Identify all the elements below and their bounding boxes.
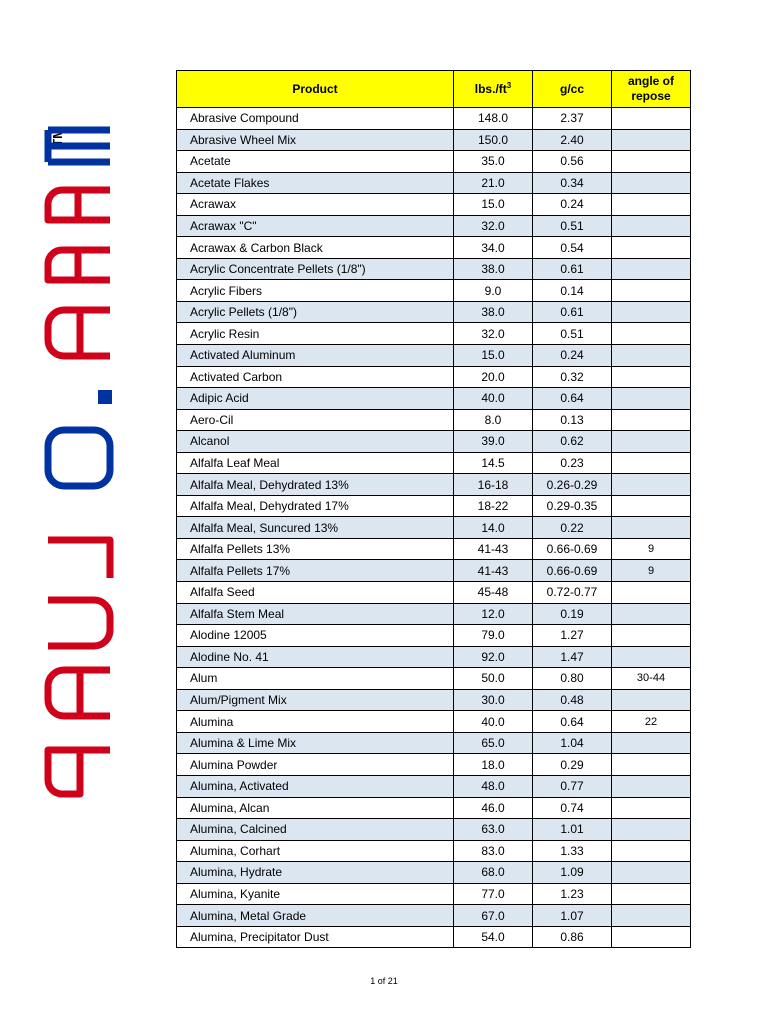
cell-g-per-cc: 1.04 [533,732,612,754]
cell-angle-of-repose [612,797,691,819]
cell-angle-of-repose [612,582,691,604]
cell-lbs-per-cubic-foot: 32.0 [454,215,533,237]
logo-dot [98,390,112,404]
cell-product: Alumina, Hydrate [177,862,454,884]
table-row [177,495,691,517]
cell-product: Alfalfa Pellets 17% [177,560,454,582]
table-row [177,775,691,797]
cell-angle-of-repose [612,237,691,259]
cell-angle-of-repose [612,732,691,754]
table-row [177,646,691,668]
cell-g-per-cc: 0.51 [533,323,612,345]
table-row [177,538,691,560]
table-row [177,689,691,711]
table-row [177,732,691,754]
cell-angle-of-repose [612,345,691,367]
cell-product: Alfalfa Meal, Dehydrated 13% [177,474,454,496]
table-row [177,108,691,130]
cell-g-per-cc: 0.13 [533,409,612,431]
cell-g-per-cc: 0.29-0.35 [533,495,612,517]
cell-g-per-cc: 0.64 [533,711,612,733]
trademark-mark: TM [50,128,65,147]
cell-product: Acrawax & Carbon Black [177,237,454,259]
cell-angle-of-repose [612,883,691,905]
cell-g-per-cc: 0.51 [533,215,612,237]
cell-product: Alumina, Calcined [177,819,454,841]
cell-g-per-cc: 1.09 [533,862,612,884]
cell-lbs-per-cubic-foot: 39.0 [454,431,533,453]
table-row [177,560,691,582]
cell-lbs-per-cubic-foot: 20.0 [454,366,533,388]
cell-lbs-per-cubic-foot: 40.0 [454,711,533,733]
cell-lbs-per-cubic-foot: 14.5 [454,452,533,474]
cell-lbs-per-cubic-foot: 40.0 [454,388,533,410]
cell-product: Acetate Flakes [177,172,454,194]
cell-lbs-per-cubic-foot: 83.0 [454,840,533,862]
table-row [177,926,691,948]
table-row [177,129,691,151]
cell-angle-of-repose [612,431,691,453]
cell-lbs-per-cubic-foot: 8.0 [454,409,533,431]
cell-g-per-cc: 1.27 [533,625,612,647]
cell-angle-of-repose [612,495,691,517]
cell-g-per-cc: 1.33 [533,840,612,862]
cell-lbs-per-cubic-foot: 63.0 [454,819,533,841]
table-row [177,215,691,237]
cell-g-per-cc: 0.26-0.29 [533,474,612,496]
cell-product: Alumina, Kyanite [177,883,454,905]
cell-product: Alfalfa Seed [177,582,454,604]
cell-angle-of-repose [612,754,691,776]
cell-angle-of-repose [612,452,691,474]
cell-angle-of-repose [612,474,691,496]
cell-product: Acrawax "C" [177,215,454,237]
table-row [177,862,691,884]
table-row [177,840,691,862]
cell-lbs-per-cubic-foot: 54.0 [454,926,533,948]
cell-angle-of-repose [612,625,691,647]
cell-angle-of-repose [612,172,691,194]
cell-angle-of-repose [612,151,691,173]
table-row [177,625,691,647]
cell-product: Alum/Pigment Mix [177,689,454,711]
cell-g-per-cc: 0.24 [533,194,612,216]
table-row [177,366,691,388]
cell-angle-of-repose: 30-44 [612,668,691,690]
table-row [177,711,691,733]
cell-lbs-per-cubic-foot: 68.0 [454,862,533,884]
cell-lbs-per-cubic-foot: 41-43 [454,538,533,560]
cell-product: Acrawax [177,194,454,216]
cell-lbs-per-cubic-foot: 46.0 [454,797,533,819]
cell-product: Alumina Powder [177,754,454,776]
cell-product: Alfalfa Meal, Dehydrated 17% [177,495,454,517]
cell-lbs-per-cubic-foot: 65.0 [454,732,533,754]
cell-lbs-per-cubic-foot: 16-18 [454,474,533,496]
cell-g-per-cc: 0.61 [533,258,612,280]
cell-product: Acrylic Concentrate Pellets (1/8") [177,258,454,280]
cell-product: Abrasive Wheel Mix [177,129,454,151]
cell-g-per-cc: 1.23 [533,883,612,905]
page-number: 1 of 21 [370,976,398,986]
cell-lbs-per-cubic-foot: 12.0 [454,603,533,625]
cell-lbs-per-cubic-foot: 30.0 [454,689,533,711]
cell-g-per-cc: 0.62 [533,431,612,453]
cell-lbs-per-cubic-foot: 21.0 [454,172,533,194]
cell-angle-of-repose [612,388,691,410]
cell-angle-of-repose [612,323,691,345]
cell-product: Activated Carbon [177,366,454,388]
cell-product: Alumina, Activated [177,775,454,797]
cell-g-per-cc: 0.86 [533,926,612,948]
table-row [177,280,691,302]
table-row [177,517,691,539]
cell-g-per-cc: 0.61 [533,301,612,323]
table-row [177,151,691,173]
cell-angle-of-repose [612,603,691,625]
cell-lbs-per-cubic-foot: 38.0 [454,258,533,280]
cell-product: Abrasive Compound [177,108,454,130]
cell-g-per-cc: 0.74 [533,797,612,819]
cell-angle-of-repose [612,258,691,280]
cell-lbs-per-cubic-foot: 67.0 [454,905,533,927]
cell-product: Alodine No. 41 [177,646,454,668]
cell-angle-of-repose [612,775,691,797]
cell-angle-of-repose [612,517,691,539]
table-row [177,905,691,927]
cell-g-per-cc: 1.01 [533,819,612,841]
header-g-per-cc: g/cc [533,71,612,108]
cell-lbs-per-cubic-foot: 32.0 [454,323,533,345]
cell-product: Alumina, Metal Grade [177,905,454,927]
cell-angle-of-repose [612,409,691,431]
table-row [177,388,691,410]
cell-g-per-cc: 0.77 [533,775,612,797]
bulk-density-table [176,70,691,948]
cell-lbs-per-cubic-foot: 18-22 [454,495,533,517]
cell-angle-of-repose: 22 [612,711,691,733]
table-row [177,754,691,776]
table-row [177,237,691,259]
cell-g-per-cc: 0.54 [533,237,612,259]
cell-g-per-cc: 0.22 [533,517,612,539]
table-row [177,431,691,453]
cell-lbs-per-cubic-foot: 79.0 [454,625,533,647]
cell-g-per-cc: 0.64 [533,388,612,410]
table-row [177,797,691,819]
cell-angle-of-repose [612,280,691,302]
cell-angle-of-repose [612,689,691,711]
cell-g-per-cc: 0.80 [533,668,612,690]
table-row [177,582,691,604]
cell-product: Alumina, Corhart [177,840,454,862]
cell-g-per-cc: 0.34 [533,172,612,194]
header-lbs-per-cubic-foot: $lbs./ft^3$ [454,71,533,108]
cell-lbs-per-cubic-foot: 148.0 [454,108,533,130]
table-row [177,668,691,690]
cell-product: Aero-Cil [177,409,454,431]
cell-g-per-cc: 0.24 [533,345,612,367]
cell-lbs-per-cubic-foot: 14.0 [454,517,533,539]
header-product: Product [177,71,454,108]
table-row [177,819,691,841]
cell-angle-of-repose [612,366,691,388]
cell-angle-of-repose [612,108,691,130]
cell-g-per-cc: 0.72-0.77 [533,582,612,604]
cell-lbs-per-cubic-foot: 150.0 [454,129,533,151]
cell-g-per-cc: 0.14 [533,280,612,302]
cell-g-per-cc: 0.48 [533,689,612,711]
cell-angle-of-repose [612,646,691,668]
cell-g-per-cc: 1.07 [533,905,612,927]
cell-product: Alfalfa Leaf Meal [177,452,454,474]
cell-product: Alum [177,668,454,690]
cell-product: Alumina [177,711,454,733]
cell-lbs-per-cubic-foot: 92.0 [454,646,533,668]
table-row [177,194,691,216]
cell-g-per-cc: 0.19 [533,603,612,625]
cell-product: Alcanol [177,431,454,453]
cell-g-per-cc: 0.66-0.69 [533,560,612,582]
cell-lbs-per-cubic-foot: 45-48 [454,582,533,604]
cell-product: Alumina & Lime Mix [177,732,454,754]
cell-product: Alfalfa Meal, Suncured 13% [177,517,454,539]
cell-product: Acrylic Resin [177,323,454,345]
cell-product: Alumina, Alcan [177,797,454,819]
table-row [177,172,691,194]
table-row [177,323,691,345]
cell-angle-of-repose: 9 [612,538,691,560]
cell-lbs-per-cubic-foot: 50.0 [454,668,533,690]
paul-o-abbe-logo [40,100,120,922]
cell-lbs-per-cubic-foot: 18.0 [454,754,533,776]
table-row [177,474,691,496]
cell-g-per-cc: 2.40 [533,129,612,151]
cell-lbs-per-cubic-foot: 15.0 [454,345,533,367]
table-row [177,301,691,323]
cell-lbs-per-cubic-foot: 35.0 [454,151,533,173]
cell-g-per-cc: 0.32 [533,366,612,388]
cell-angle-of-repose [612,129,691,151]
cell-angle-of-repose [612,215,691,237]
table-row [177,452,691,474]
cell-g-per-cc: 2.37 [533,108,612,130]
cell-g-per-cc: 0.56 [533,151,612,173]
cell-g-per-cc: 0.66-0.69 [533,538,612,560]
cell-lbs-per-cubic-foot: 77.0 [454,883,533,905]
cell-g-per-cc: 0.29 [533,754,612,776]
cell-product: Adipic Acid [177,388,454,410]
table-row [177,345,691,367]
table-row [177,258,691,280]
cell-lbs-per-cubic-foot: 38.0 [454,301,533,323]
cell-g-per-cc: 1.47 [533,646,612,668]
cell-product: Acrylic Pellets (1/8") [177,301,454,323]
cell-angle-of-repose [612,301,691,323]
cell-lbs-per-cubic-foot: 48.0 [454,775,533,797]
cell-product: Alfalfa Stem Meal [177,603,454,625]
cell-product: Alfalfa Pellets 13% [177,538,454,560]
table-row [177,883,691,905]
cell-g-per-cc: 0.23 [533,452,612,474]
cell-product: Activated Aluminum [177,345,454,367]
header-angle-of-repose: angle of repose [612,71,691,108]
cell-lbs-per-cubic-foot: 15.0 [454,194,533,216]
table-header-row [177,71,691,108]
cell-lbs-per-cubic-foot: 34.0 [454,237,533,259]
cell-angle-of-repose: 9 [612,560,691,582]
cell-lbs-per-cubic-foot: 41-43 [454,560,533,582]
table-row [177,409,691,431]
cell-angle-of-repose [612,862,691,884]
cell-product: Alodine 12005 [177,625,454,647]
cell-product: Acrylic Fibers [177,280,454,302]
cell-angle-of-repose [612,194,691,216]
cell-angle-of-repose [612,840,691,862]
cell-lbs-per-cubic-foot: 9.0 [454,280,533,302]
cell-angle-of-repose [612,926,691,948]
cell-angle-of-repose [612,819,691,841]
table-row [177,603,691,625]
cell-product: Alumina, Precipitator Dust [177,926,454,948]
cell-angle-of-repose [612,905,691,927]
cell-product: Acetate [177,151,454,173]
